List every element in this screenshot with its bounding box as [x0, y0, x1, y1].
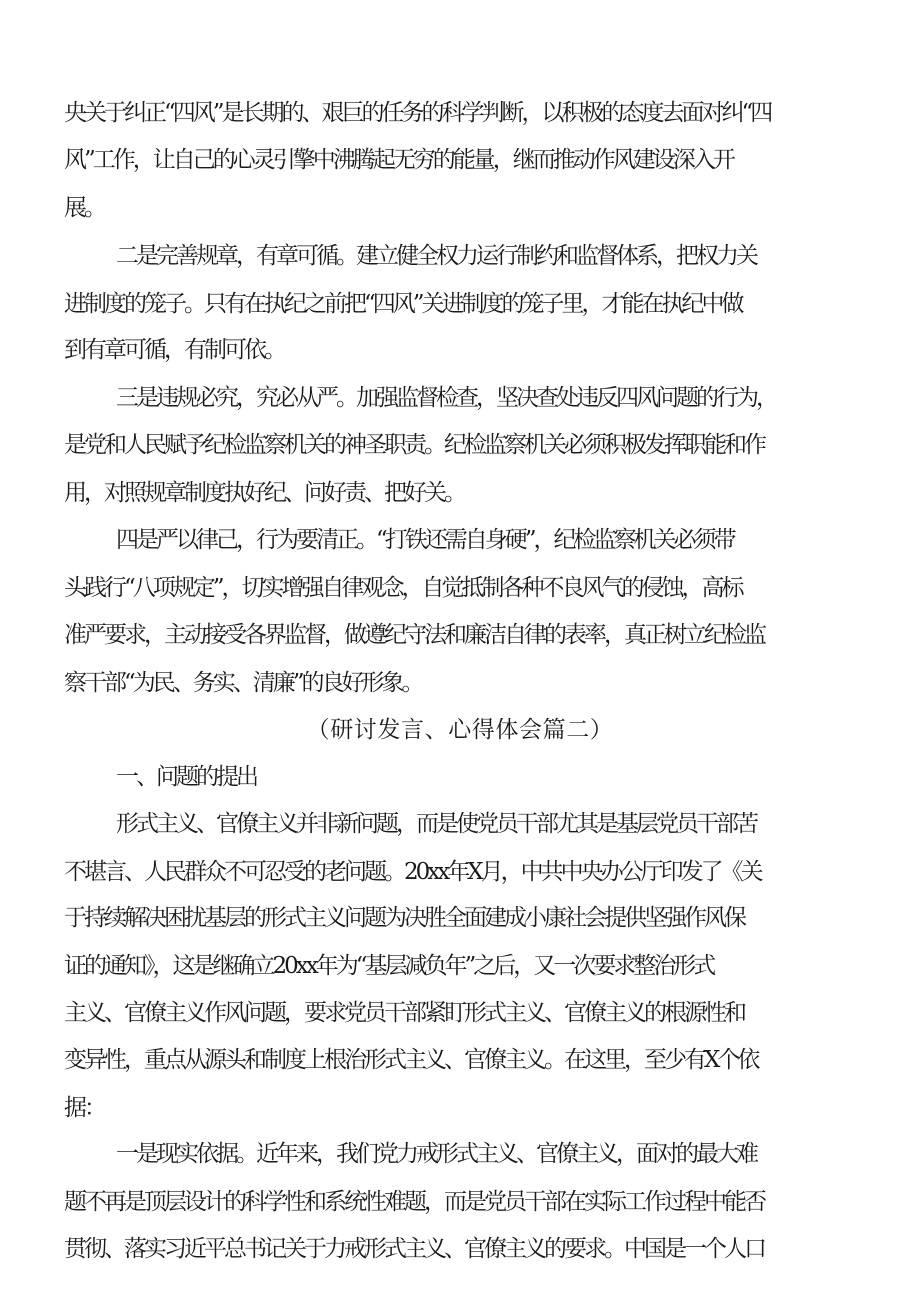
text-line: 头践行“八项规定”，切实增强自律观念，自觉抵制各种不良风气的侵蚀，高标: [64, 575, 742, 601]
subheading: 一、问题的提出: [116, 764, 256, 790]
text-line: 主义、官僚主义作风问题，要求党员干部紧盯形式主义、官僚主义的根源性和: [64, 1000, 744, 1026]
text-line: 展。: [64, 195, 104, 221]
text-line: 不堪言、人民群众不可忍受的老问题。20xx年X月，中共中央办公厅印发了《关: [64, 859, 761, 885]
text-line: 风”工作，让自己的心灵引擎中沸腾起无穷的能量，继而推动作风建设深入开: [64, 147, 733, 173]
paragraph-start-line: 一是现实依据。近年来，我们党力戒形式主义、官僚主义，面对的最大难: [116, 1141, 756, 1167]
text-line: 于持续解决困扰基层的形式主义问题为决胜全面建成小康社会提供坚强作风保: [64, 905, 744, 931]
text-line: 到有章可循，有制可依。: [64, 337, 284, 363]
section-heading: （研讨发言、心得体会篇二）: [306, 717, 614, 743]
text-line: 贯彻、落实习近平总书记关于力戒形式主义、官僚主义的要求。中国是一个人口: [64, 1236, 764, 1262]
text-line: 准严要求，主动接受各界监督，做遵纪守法和廉洁自律的表率，真正树立纪检监: [64, 622, 764, 648]
text-line: 是党和人民赋予纪检监察机关的神圣职责。纪检监察机关必须积极发挥职能和作: [64, 432, 764, 458]
text-line: 用，对照规章制度执好纪、问好责、把好关。: [64, 480, 464, 506]
text-line: 进制度的笼子。只有在执纪之前把“四风”关进制度的笼子里，才能在执纪中做: [64, 291, 742, 317]
text-line: 央关于纠正“四风”是长期的、艰巨的任务的科学判断，以积极的态度去面对纠“四: [64, 100, 771, 126]
paragraph-start-line: 四是严以律己，行为要清正。“打铁还需自身硬”，纪检监察机关必须带: [116, 527, 734, 553]
text-line: 题不再是顶层设计的科学性和系统性难题，而是党员干部在实际工作过程中能否: [64, 1189, 764, 1215]
paragraph-start-line: 二是完善规章，有章可循。建立健全权力运行制约和监督体系，把权力关: [116, 243, 756, 269]
text-line: 察干部“为民、务实、清廉”的良好形象。: [64, 670, 422, 696]
paragraph-start-line: 三是违规必究，究必从严。加强监督检查，坚决查处违反四风问题的行为，: [116, 385, 776, 411]
text-line: 据：: [64, 1095, 104, 1121]
text-line: 变异性，重点从源头和制度上根治形式主义、官僚主义。在这里，至少有X个依: [64, 1047, 758, 1073]
text-line: 证的通知》，这是继确立20xx年为“基层减负年”之后，又一次要求整治形式: [64, 953, 714, 979]
paragraph-start-line: 形式主义、官僚主义并非新问题，而是使党员干部尤其是基层党员干部苦: [116, 811, 756, 837]
